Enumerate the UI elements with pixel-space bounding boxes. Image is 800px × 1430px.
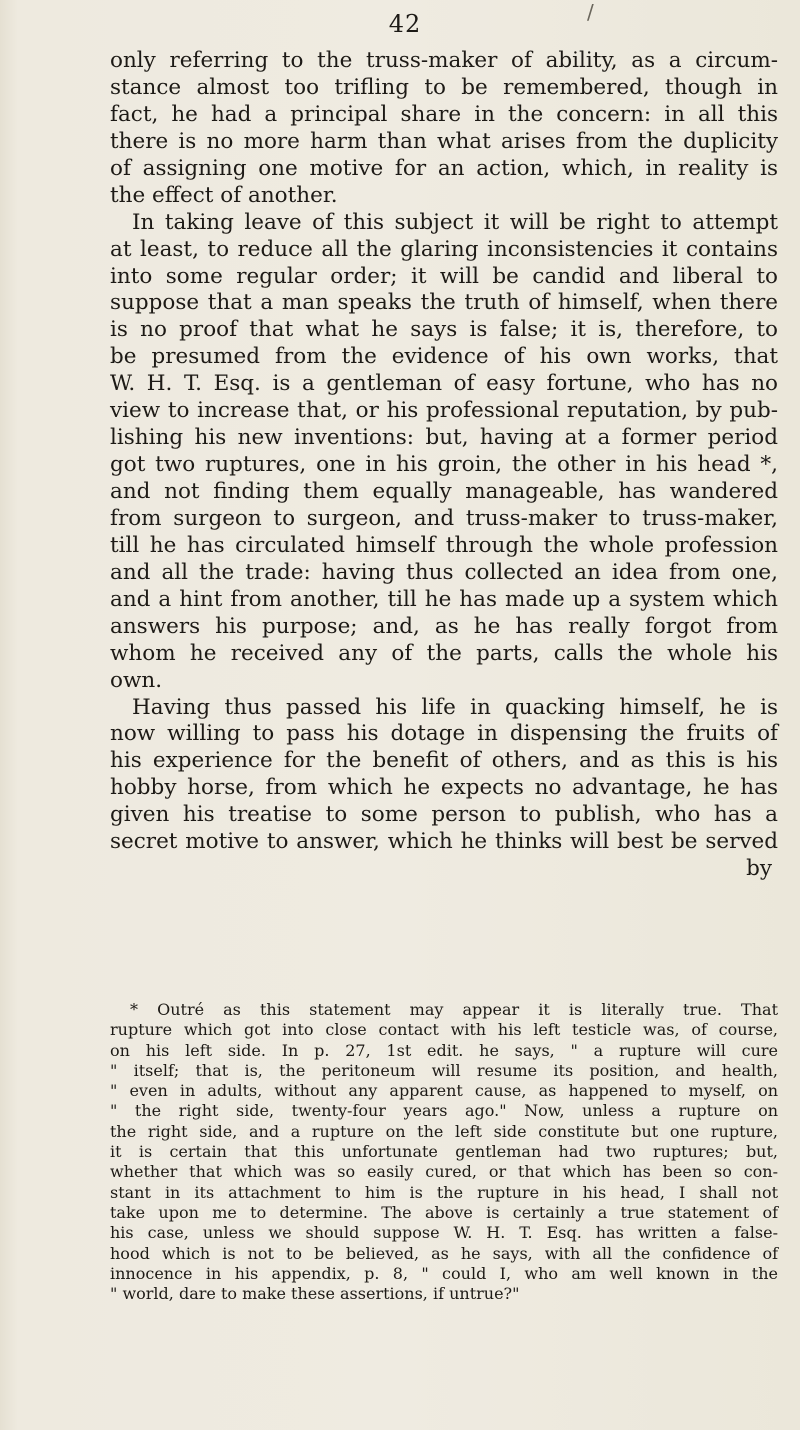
text-line: In taking leave of this subject it will be right to attempt bbox=[132, 209, 778, 235]
text-line: be presumed from the evidence of his own works, that bbox=[110, 344, 778, 370]
footnote-line: take upon me to determine. The above is certainly a true statement of bbox=[110, 1202, 778, 1222]
page-number: 42 bbox=[388, 10, 422, 38]
footnote-line: stant in its attachment to him is the rupture in his head, I shall not bbox=[110, 1182, 778, 1202]
text-line: from surgeon to surgeon, and truss-maker to truss-maker, bbox=[110, 505, 778, 531]
text-line: W. H. T. Esq. is a gentleman of easy fortune, who has no bbox=[110, 371, 778, 397]
text-line: into some regular order; it will be candid and liberal to bbox=[110, 263, 778, 289]
text-line: own. bbox=[110, 667, 163, 693]
footnote bbox=[110, 1000, 778, 1304]
footnote-line: it is certain that this unfortunate gentleman had two ruptures; but, bbox=[110, 1142, 778, 1162]
text-line: secret motive to answer, which he thinks will best be served bbox=[110, 829, 778, 855]
footnote-line: hood which is not to be believed, as he says, with all the confidence of bbox=[110, 1243, 778, 1263]
text-line: is no proof that what he says is false; it is, therefore, to bbox=[110, 317, 778, 343]
footnote-line: the right side, and a rupture on the left side constitute but one rupture, bbox=[110, 1121, 778, 1141]
text-line: by bbox=[746, 856, 772, 882]
text-line: answers his purpose; and, as he has really forgot from bbox=[110, 613, 778, 639]
text-line: whom he received any of the parts, calls the whole his bbox=[110, 640, 778, 666]
footnote-line: his case, unless we should suppose W. H. T. Esq. has written a false- bbox=[110, 1223, 778, 1243]
text-line: hobby horse, from which he expects no advantage, he has bbox=[110, 775, 778, 801]
stray-mark: / bbox=[587, 0, 594, 24]
text-line: his experience for the benefit of others, and as this is his bbox=[110, 748, 778, 774]
footnote-line: innocence in his appendix, p. 8, " could I, who am well known in the bbox=[110, 1263, 778, 1283]
footnote-line: " world, dare to make these assertions, if untrue?" bbox=[110, 1284, 520, 1304]
footnote-line: " the right side, twenty-four years ago." Now, unless a rupture on bbox=[110, 1101, 778, 1121]
body-text bbox=[110, 48, 778, 883]
text-line: till he has circulated himself through the whole profession bbox=[110, 532, 778, 558]
footnote-line: on his left side. In p. 27, 1st edit. he says, " a rupture will cure bbox=[110, 1040, 778, 1060]
text-line: stance almost too trifling to be remembered, though in bbox=[110, 74, 778, 100]
text-line: there is no more harm than what arises from the duplicity bbox=[110, 128, 778, 154]
footnote-line: whether that which was so easily cured, or that which has been so con- bbox=[110, 1162, 778, 1182]
text-line: the effect of another. bbox=[110, 182, 338, 208]
text-line: lishing his new inventions: but, having at a former period bbox=[110, 425, 778, 451]
footnote-line: " even in adults, without any apparent cause, as happened to myself, on bbox=[110, 1081, 778, 1101]
text-line: Having thus passed his life in quacking himself, he is bbox=[132, 694, 778, 720]
text-line: suppose that a man speaks the truth of himself, when there bbox=[110, 290, 778, 316]
text-line: only referring to the truss-maker of ability, as a circum- bbox=[110, 48, 778, 73]
text-line: got two ruptures, one in his groin, the other in his head *, bbox=[110, 452, 778, 478]
text-line: and all the trade: having thus collected an idea from one, bbox=[110, 559, 778, 585]
text-line: now willing to pass his dotage in dispensing the fruits of bbox=[110, 721, 778, 747]
text-line: of assigning one motive for an action, which, in reality is bbox=[110, 155, 778, 181]
footnote-line: rupture which got into close contact with his left testicle was, of course, bbox=[110, 1020, 778, 1040]
text-line: and not finding them equally manageable, has wandered bbox=[110, 479, 778, 504]
text-line: view to increase that, or his professional reputation, by pub- bbox=[110, 398, 778, 424]
footnote-line: " itself; that is, the peritoneum will resume its position, and health, bbox=[110, 1060, 778, 1080]
text-line: and a hint from another, till he has made up a system which bbox=[110, 586, 778, 612]
text-line: given his treatise to some person to publish, who has a bbox=[110, 802, 778, 828]
text-line: at least, to reduce all the glaring inconsistencies it contains bbox=[110, 236, 778, 262]
footnote-line: * Outré as this statement may appear it is literally true. That bbox=[130, 1000, 778, 1019]
text-line: fact, he had a principal share in the concern: in all this bbox=[110, 101, 778, 127]
